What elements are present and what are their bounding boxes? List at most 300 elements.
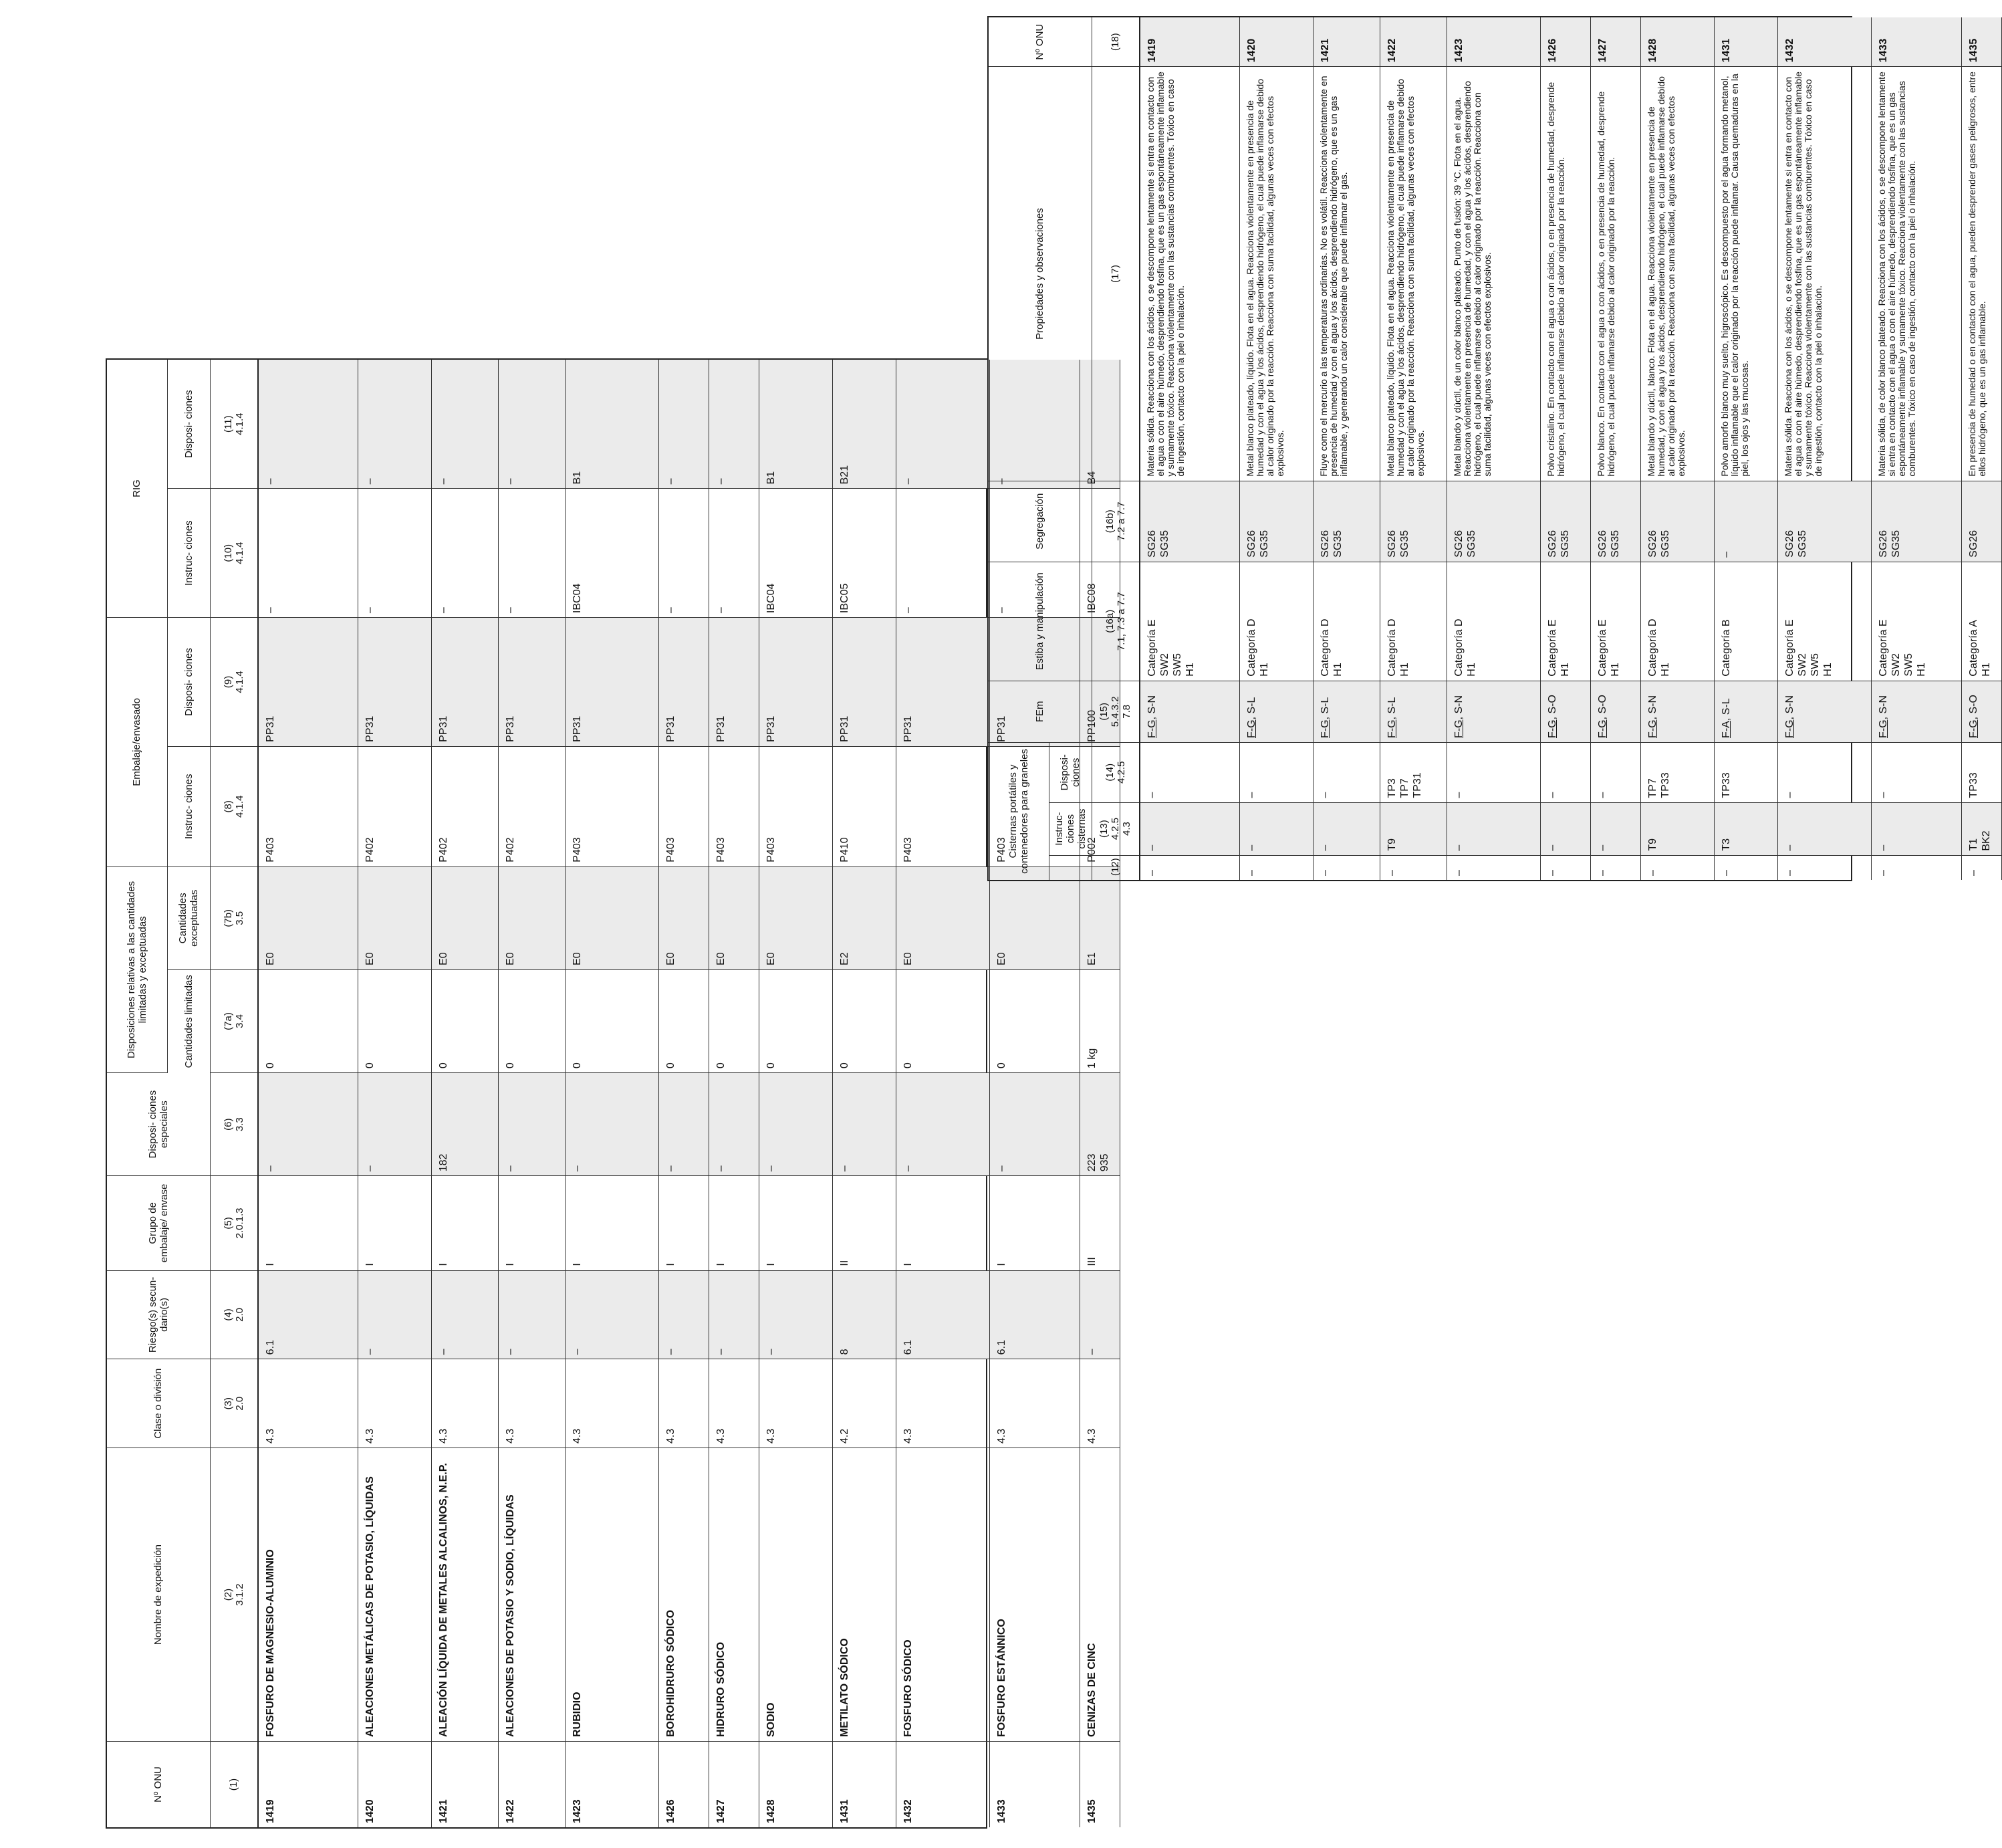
col-num: (14) 4.2.5 (1092, 742, 1140, 802)
packing-provision-cell: PP31 (499, 618, 566, 747)
ibc-provision-cell: – (258, 360, 358, 489)
limited-quantity-cell: 0 (990, 969, 1080, 1072)
ems-fire-code: F-G (1146, 719, 1158, 738)
tank-provision-cell: – (1778, 742, 1872, 802)
ibc-instruction-cell: – (896, 489, 990, 618)
tank-instruction-cell: – (1240, 802, 1313, 855)
table-row (1778, 17, 1872, 880)
tank-provision-cell: – (1313, 742, 1380, 802)
stowage-cell: Categoría D H1 (1641, 562, 1715, 681)
col-un-header-right: Nº ONU (989, 17, 1092, 67)
ems-fire-code: F-G (1246, 719, 1257, 738)
subsidiary-risk-cell: 6.1 (896, 1270, 990, 1359)
stowage-cell: Categoría D H1 (1240, 562, 1313, 681)
shipping-name-cell: BOROHIDRURO SÓDICO (659, 1448, 709, 1742)
ems-cell: F-G, S-N (1447, 681, 1541, 742)
un-number-cell: 1433 (990, 1742, 1080, 1827)
class-cell: 4.3 (1080, 1359, 1120, 1448)
dangerous-goods-table-left (107, 360, 1120, 1827)
col-num: (18) (1092, 17, 1140, 67)
packing-instruction-cell: P403 (896, 746, 990, 867)
limited-quantity-cell: 0 (358, 969, 432, 1072)
packing-group-cell: I (499, 1176, 566, 1270)
table-row (1962, 17, 2002, 880)
col-tank-group-header: Cisternas portátiles y contenedores para graneles (989, 742, 1049, 880)
tank-provision-cell: – (1591, 742, 1641, 802)
segregation-cell: SG26 SG35 (1872, 481, 1962, 562)
ems-fire-code: F-G (1647, 719, 1658, 738)
un-number-cell: 1435 (1080, 1742, 1120, 1827)
class-cell: 4.3 (896, 1359, 990, 1448)
shipping-name-cell: FOSFURO ESTÁNNICO (990, 1448, 1080, 1742)
excepted-quantity-cell: E0 (709, 867, 759, 969)
segregation-cell: SG26 SG35 (1641, 481, 1715, 562)
tank-instruction-cell: T9 (1380, 802, 1447, 855)
ems-cell: F-G, S-N (1641, 681, 1715, 742)
ibc-provision-cell: B1 (759, 360, 833, 489)
stowage-cell: Categoría E SW2 SW5 H1 (1778, 562, 1872, 681)
col-12-header (1049, 855, 1092, 880)
tank-instruction-cell: – (1872, 802, 1962, 855)
properties-cell: Materia sólida. Reacciona con los ácidos, o se descompone lentamente si entra en contacto con el agua o con el aire húmedo, desprendiendo fosfina, que es un gas espontáneamente inflamable y sumamente tóxico. Reacciona violentamente con las sustancias comburentes. Tóxico en caso de ingestión, contacto con la piel o inhalación. (1140, 67, 1240, 481)
packing-provision-cell: PP31 (258, 618, 358, 747)
special-provisions-cell: – (258, 1073, 358, 1176)
class-cell: 4.3 (659, 1359, 709, 1448)
packing-group-cell: III (1080, 1176, 1120, 1270)
col-num: (1) (210, 1742, 258, 1827)
packing-group-cell: I (896, 1176, 990, 1270)
packing-group-cell: I (709, 1176, 759, 1270)
ems-fire-code: F-G (1878, 719, 1889, 738)
ems-cell: F-G, S-N (1872, 681, 1962, 742)
shipping-name-cell: ALEACIONES DE POTASIO Y SODIO, LÍQUIDAS (499, 1448, 566, 1742)
col-pack-prov-header: Disposi- ciones (167, 618, 210, 747)
col-num: (2) 3.1.2 (210, 1448, 258, 1742)
packing-group-cell: I (659, 1176, 709, 1270)
table-row (566, 360, 659, 1827)
ibc-provision-cell: – (990, 360, 1080, 489)
col-num: (5) 2.0.1.3 (210, 1176, 258, 1270)
properties-cell: Polvo cristalino. En contacto con el agua o con ácidos, o en presencia de humedad, desprende hidrógeno, el cual puede inflamarse debido al calor originado por la reacción. (1541, 67, 1591, 481)
tank-provision-cell: – (1872, 742, 1962, 802)
class-cell: 4.3 (258, 1359, 358, 1448)
limited-quantity-cell: 0 (709, 969, 759, 1072)
subsidiary-risk-cell: – (759, 1270, 833, 1359)
excepted-quantity-cell: E0 (759, 867, 833, 969)
properties-cell: Materia sólida. Reacciona con los ácidos, o se descompone lentamente si entra en contacto con el agua o con el aire húmedo, desprendiendo fosfina, que es un gas espontáneamente inflamable y sumamente tóxico. Reacciona violentamente con las sustancias comburentes. Tóxico en caso de ingestión, contacto con la piel o inhalación. (1778, 67, 1872, 481)
packing-instruction-cell: P402 (358, 746, 432, 867)
limited-quantity-cell: 0 (566, 969, 659, 1072)
ibc-instruction-cell: – (709, 489, 759, 618)
shipping-name-cell: FOSFURO SÓDICO (896, 1448, 990, 1742)
stowage-cell: Categoría E SW2 SW5 H1 (1872, 562, 1962, 681)
excepted-quantity-cell: E0 (499, 867, 566, 969)
packing-instruction-cell: P403 (566, 746, 659, 867)
packing-provision-cell: PP31 (759, 618, 833, 747)
un-number-cell: 1421 (432, 1742, 499, 1827)
packing-group-cell: I (258, 1176, 358, 1270)
ems-fire-code: F-G (1784, 719, 1795, 738)
col-ibc-prov-header: Disposi- ciones (167, 360, 210, 489)
tank-instruction-cell: – (1313, 802, 1380, 855)
col-12-cell: – (1778, 855, 1872, 880)
ems-cell: F-G, S-N (1140, 681, 1240, 742)
packing-instruction-cell: P410 (833, 746, 896, 867)
table-row (258, 360, 358, 1827)
tank-provision-cell: TP33 (1715, 742, 1778, 802)
col-stowage-header: Estiba y manipulación (989, 562, 1092, 681)
col-pg-header: Grupo de embalaje/ envase (107, 1176, 210, 1270)
shipping-name-cell: METILATO SÓDICO (833, 1448, 896, 1742)
special-provisions-cell: – (896, 1073, 990, 1176)
ems-fire-code: F-G (1320, 719, 1331, 738)
segregation-cell: SG26 SG35 (1447, 481, 1541, 562)
ibc-instruction-cell: – (499, 489, 566, 618)
segregation-cell: SG26 SG35 (1140, 481, 1240, 562)
special-provisions-cell: – (990, 1073, 1080, 1176)
class-cell: 4.3 (566, 1359, 659, 1448)
ems-cell: F-G, S-O (1591, 681, 1641, 742)
table-row (1872, 17, 1962, 880)
class-cell: 4.3 (759, 1359, 833, 1448)
subsidiary-risk-cell: – (499, 1270, 566, 1359)
table-row (1313, 17, 1380, 880)
right-table-block (987, 16, 1992, 881)
table-row (759, 360, 833, 1827)
col-num: (7b) 3.5 (210, 867, 258, 969)
col-num: (13) 4.2.5 4.3 (1092, 802, 1140, 855)
col-num: (10) 4.1.4 (210, 489, 258, 618)
col-pack-instr-header: Instruc- ciones (167, 746, 210, 867)
un-number-cell-right: 1422 (1380, 17, 1447, 67)
col-12-cell: – (1240, 855, 1313, 880)
special-provisions-cell: – (833, 1073, 896, 1176)
un-number-cell-right: 1420 (1240, 17, 1313, 67)
col-name-header: Nombre de expedición (107, 1448, 210, 1742)
tank-provision-cell: TP7 TP33 (1641, 742, 1715, 802)
stowage-cell: Categoría E H1 (1541, 562, 1591, 681)
special-provisions-cell: – (499, 1073, 566, 1176)
ibc-instruction-cell: IBC04 (566, 489, 659, 618)
tank-instruction-cell: – (1140, 802, 1240, 855)
special-provisions-cell: 223 935 (1080, 1073, 1120, 1176)
ems-cell: F-G, S-L (1380, 681, 1447, 742)
un-number-cell: 1423 (566, 1742, 659, 1827)
subsidiary-risk-cell: – (659, 1270, 709, 1359)
table-row (709, 360, 759, 1827)
excepted-quantity-cell: E0 (432, 867, 499, 969)
segregation-cell: SG26 SG35 (1541, 481, 1591, 562)
packing-group-cell: I (990, 1176, 1080, 1270)
ems-cell: F-G, S-N (1778, 681, 1872, 742)
stowage-cell: Categoría B (1715, 562, 1778, 681)
un-number-cell: 1422 (499, 1742, 566, 1827)
subsidiary-risk-cell: 8 (833, 1270, 896, 1359)
subsidiary-risk-cell: 6.1 (258, 1270, 358, 1359)
segregation-cell: SG26 SG35 (1240, 481, 1313, 562)
limited-quantity-cell: 0 (759, 969, 833, 1072)
excepted-quantity-cell: E0 (358, 867, 432, 969)
packing-provision-cell: PP31 (709, 618, 759, 747)
special-provisions-cell: – (659, 1073, 709, 1176)
class-cell: 4.2 (833, 1359, 896, 1448)
subsidiary-risk-cell: – (432, 1270, 499, 1359)
un-number-cell-right: 1428 (1641, 17, 1715, 67)
ems-cell: F-G, S-O (1541, 681, 1591, 742)
col-12-cell: – (1641, 855, 1715, 880)
packing-provision-cell: PP31 (833, 618, 896, 747)
col-num: (8) 4.1.4 (210, 746, 258, 867)
un-number-cell: 1428 (759, 1742, 833, 1827)
tank-instruction-cell: – (1591, 802, 1641, 855)
shipping-name-cell: SODIO (759, 1448, 833, 1742)
ibc-provision-cell: B4 (1080, 360, 1120, 489)
un-number-cell-right: 1423 (1447, 17, 1541, 67)
stowage-cell: Categoría E H1 (1591, 562, 1641, 681)
packing-instruction-cell: P403 (709, 746, 759, 867)
table-row (833, 360, 896, 1827)
table-row (358, 360, 432, 1827)
un-number-cell-right: 1421 (1313, 17, 1380, 67)
col-12-cell: – (1541, 855, 1591, 880)
segregation-cell: SG26 SG35 (1778, 481, 1872, 562)
packing-provision-cell: PP31 (990, 618, 1080, 747)
packing-instruction-cell: P402 (432, 746, 499, 867)
table-row (1447, 17, 1541, 880)
excepted-quantity-cell: E0 (566, 867, 659, 969)
ems-cell: F-G, S-L (1240, 681, 1313, 742)
col-pack-group-header: Embalaje/envasado (107, 618, 167, 867)
col-num: (3) 2.0 (210, 1359, 258, 1448)
tank-instruction-cell: – (1447, 802, 1541, 855)
table-row (659, 360, 709, 1827)
col-12-cell: – (1380, 855, 1447, 880)
col-num: (16a) 7.1, 7.3 a 7.7 (1092, 562, 1140, 681)
table-row (1715, 17, 1778, 880)
tank-instruction-cell: T9 (1641, 802, 1715, 855)
ibc-instruction-cell: – (990, 489, 1080, 618)
packing-provision-cell: PP31 (659, 618, 709, 747)
col-num: (4) 2.0 (210, 1270, 258, 1359)
packing-group-cell: I (432, 1176, 499, 1270)
limited-quantity-cell: 0 (499, 969, 566, 1072)
class-cell: 4.3 (499, 1359, 566, 1448)
class-cell: 4.3 (432, 1359, 499, 1448)
special-provisions-cell: – (566, 1073, 659, 1176)
stowage-cell: Categoría E SW2 SW5 H1 (1140, 562, 1240, 681)
col-12-cell: – (1872, 855, 1962, 880)
tank-provision-cell: – (1541, 742, 1591, 802)
special-provisions-cell: – (358, 1073, 432, 1176)
excepted-quantity-cell: E0 (990, 867, 1080, 969)
special-provisions-cell: 182 (432, 1073, 499, 1176)
col-ibc-group-header: RIG (107, 360, 167, 618)
col-tank-instr-header: Instruc- ciones cisternas (1049, 802, 1092, 855)
table-row (1380, 17, 1447, 880)
stowage-cell: Categoría D H1 (1447, 562, 1541, 681)
tank-instruction-cell: T1 BK2 (1962, 802, 2002, 855)
un-number-cell-right: 1427 (1591, 17, 1641, 67)
limited-quantity-cell: 0 (659, 969, 709, 1072)
col-12-cell: – (1591, 855, 1641, 880)
ems-fire-code: F-G (1597, 719, 1608, 738)
class-cell: 4.3 (709, 1359, 759, 1448)
packing-provision-cell: PP31 (896, 618, 990, 747)
un-number-cell: 1420 (358, 1742, 432, 1827)
class-cell: 4.3 (990, 1359, 1080, 1448)
packing-instruction-cell: P403 (759, 746, 833, 867)
col-num: (11) 4.1.4 (210, 360, 258, 489)
ibc-provision-cell: – (432, 360, 499, 489)
ibc-instruction-cell: IBC08 (1080, 489, 1120, 618)
segregation-cell: SG26 (1962, 481, 2002, 562)
un-number-cell-right: 1432 (1778, 17, 1872, 67)
table-row (1541, 17, 1591, 880)
un-number-cell: 1419 (258, 1742, 358, 1827)
un-number-cell-right: 1426 (1541, 17, 1591, 67)
tank-provision-cell: TP3 TP7 TP31 (1380, 742, 1447, 802)
col-num: (12) (1092, 855, 1140, 880)
stowage-cell: Categoría D H1 (1380, 562, 1447, 681)
un-number-cell-right: 1419 (1140, 17, 1240, 67)
col-sp-header: Disposi- ciones especiales (107, 1073, 210, 1176)
col-num: (6) 3.3 (210, 1073, 258, 1176)
shipping-name-cell: CENIZAS DE CINC (1080, 1448, 1120, 1742)
packing-group-cell: II (833, 1176, 896, 1270)
tank-instruction-cell: T3 (1715, 802, 1778, 855)
special-provisions-cell: – (759, 1073, 833, 1176)
ibc-provision-cell: – (499, 360, 566, 489)
properties-cell: Metal blando y dúctil, blanco. Flota en el agua. Reacciona violentamente en presencia de humedad, y con el agua y los ácidos, desprendiendo hidrógeno, el cual puede inflamarse debido al calor originado por la reacción. Reacciona con suma facilidad, algunas veces con efectos explosivos. (1641, 67, 1715, 481)
table-row (1240, 17, 1313, 880)
ems-fire-code: F-G (1386, 719, 1398, 738)
ibc-instruction-cell: – (659, 489, 709, 618)
packing-provision-cell: PP100 (1080, 618, 1120, 747)
col-lq-header: Cantidades limitadas (167, 969, 210, 1072)
col-12-cell: – (1962, 855, 2002, 880)
segregation-cell: – (1715, 481, 1778, 562)
col-class-header: Clase o división (107, 1359, 210, 1448)
ibc-provision-cell: B1 (566, 360, 659, 489)
tank-provision-cell: – (1140, 742, 1240, 802)
packing-instruction-cell: P002 (1080, 746, 1120, 867)
packing-instruction-cell: P402 (499, 746, 566, 867)
un-number-cell: 1426 (659, 1742, 709, 1827)
ibc-provision-cell: – (659, 360, 709, 489)
un-number-cell: 1427 (709, 1742, 759, 1827)
un-number-cell-right: 1431 (1715, 17, 1778, 67)
segregation-cell: SG26 SG35 (1313, 481, 1380, 562)
ibc-instruction-cell: IBC04 (759, 489, 833, 618)
limited-quantity-cell: 0 (833, 969, 896, 1072)
tank-instruction-cell: – (1541, 802, 1591, 855)
col-ibc-instr-header: Instruc- ciones (167, 489, 210, 618)
subsidiary-risk-cell: – (709, 1270, 759, 1359)
col-un-header: Nº ONU (107, 1742, 210, 1827)
stowage-cell: Categoría A H1 (1962, 562, 2002, 681)
tank-provision-cell: – (1447, 742, 1541, 802)
col-subrisk-header: Riesgo(s) secun- dario(s) (107, 1270, 210, 1359)
packing-instruction-cell: P403 (659, 746, 709, 867)
properties-cell: Materia sólida, de color blanco plateado. Reacciona con los ácidos, o se descompone lentamente si entra en contacto con el agua o con el aire húmedo, desprendiendo fosfina, que es un gas espontáneamente inflamable y sumamente tóxico. Reacciona violentamente con las sustancias comburentes. Tóxico en caso de ingestión, contacto con la piel o inhalación. (1872, 67, 1962, 481)
packing-instruction-cell: P403 (258, 746, 358, 867)
ibc-instruction-cell: – (258, 489, 358, 618)
packing-group-cell: I (358, 1176, 432, 1270)
table-row (1140, 17, 1240, 880)
packing-provision-cell: PP31 (358, 618, 432, 747)
properties-cell: Polvo amorfo blanco muy suelto, higroscópico. Es descompuesto por el agua formando metanol, líquido inflamable que el calor originado por la reacción puede inflamar. Causa quemaduras en la piel, los ojos y las mucosas. (1715, 67, 1778, 481)
ems-fire-code: F-G (1968, 719, 1979, 738)
un-number-cell-right: 1435 (1962, 17, 2002, 67)
ibc-instruction-cell: – (432, 489, 499, 618)
limited-quantity-cell: 1 kg (1080, 969, 1120, 1072)
table-row (1591, 17, 1641, 880)
ibc-provision-cell: – (358, 360, 432, 489)
col-segregation-header: Segregación (989, 481, 1092, 562)
ems-fire-code: F-G (1453, 719, 1465, 738)
subsidiary-risk-cell: – (358, 1270, 432, 1359)
col-tank-prov-header: Disposi- ciones (1049, 742, 1092, 802)
ibc-provision-cell: B21 (833, 360, 896, 489)
properties-cell: Fluye como el mercurio a las temperaturas ordinarias. No es volátil. Reacciona violentamente en presencia de humedad y con el agua y los ácidos, desprendiendo hidrógeno, que es un gas inflamable, y generando un calor considerable que puede inflamar el gas. (1313, 67, 1380, 481)
table-row (1641, 17, 1715, 880)
col-ems-header: FEm (989, 681, 1092, 742)
ems-fire-code: F-G (1547, 719, 1558, 738)
excepted-quantity-cell: E2 (833, 867, 896, 969)
subsidiary-risk-cell: – (566, 1270, 659, 1359)
packing-provision-cell: PP31 (566, 618, 659, 747)
tank-instruction-cell: – (1778, 802, 1872, 855)
properties-cell: Metal blando y dúctil, de un color blanco plateado. Punto de fusión: 39 °C. Flota en el agua. Reacciona violentamente en presencia de humedad, y con el agua y los ácidos, desprendiendo hidrógeno, el cual puede inflamarse debido al calor originado por la reacción. Reacciona con suma facilidad, algunas veces con efectos explosivos. (1447, 67, 1541, 481)
subsidiary-risk-cell: 6.1 (990, 1270, 1080, 1359)
packing-group-cell: I (566, 1176, 659, 1270)
segregation-cell: SG26 SG35 (1591, 481, 1641, 562)
ibc-instruction-cell: IBC05 (833, 489, 896, 618)
class-cell: 4.3 (358, 1359, 432, 1448)
properties-cell: Metal blanco plateado, líquido. Flota en el agua. Reacciona violentamente en presencia de humedad y con el agua y los ácidos, desprendiendo hidrógeno, el cual puede inflamarse debido al calor originado por la reacción. Reacciona con suma facilidad, algunas veces con efectos explosivos. (1240, 67, 1313, 481)
excepted-quantity-cell: E0 (258, 867, 358, 969)
table-row (499, 360, 566, 1827)
col-12-cell: – (1140, 855, 1240, 880)
excepted-quantity-cell: E1 (1080, 867, 1120, 969)
ibc-provision-cell: – (896, 360, 990, 489)
shipping-name-cell: ALEACIÓN LÍQUIDA DE METALES ALCALINOS, N.E.P. (432, 1448, 499, 1742)
col-num: (16b) 7.2 a 7.7 (1092, 481, 1140, 562)
col-12-cell: – (1313, 855, 1380, 880)
tank-provision-cell: TP33 (1962, 742, 2002, 802)
ems-cell: F-G, S-O (1962, 681, 2002, 742)
special-provisions-cell: – (709, 1073, 759, 1176)
properties-cell: En presencia de humedad o en contacto con el agua, pueden desprender gases peligrosos, entre ellos hidrógeno, que es un gas inflamable. (1962, 67, 2002, 481)
col-lq-group-header: Disposiciones relativas a las cantidades limitadas y exceptuadas (107, 867, 167, 1072)
col-properties-header: Propiedades y observaciones (989, 67, 1092, 481)
table-row (896, 360, 990, 1827)
un-number-cell: 1432 (896, 1742, 990, 1827)
properties-cell: Metal blanco plateado, líquido. Flota en el agua. Reacciona violentamente en presencia de humedad y con el agua y los ácidos, desprendiendo hidrógeno, el cual puede inflamarse debido al calor originado por la reacción. Reacciona con suma facilidad, algunas veces con efectos explosivos. (1380, 67, 1447, 481)
col-12-cell: – (1447, 855, 1541, 880)
packing-instruction-cell: P403 (990, 746, 1080, 867)
col-12-cell: – (1715, 855, 1778, 880)
col-num: (15) 5.4.3.2 7.8 (1092, 681, 1140, 742)
un-number-cell-right: 1433 (1872, 17, 1962, 67)
limited-quantity-cell: 0 (896, 969, 990, 1072)
tank-provision-cell: – (1240, 742, 1313, 802)
properties-cell: Polvo blanco. En contacto con el agua o con ácidos, o en presencia de humedad, desprende hidrógeno, el cual puede inflamarse debido al calor originado por la reacción. (1591, 67, 1641, 481)
col-num: (17) (1092, 67, 1140, 481)
limited-quantity-cell: 0 (432, 969, 499, 1072)
packing-provision-cell: PP31 (432, 618, 499, 747)
shipping-name-cell: FOSFURO DE MAGNESIO-ALUMINIO (258, 1448, 358, 1742)
